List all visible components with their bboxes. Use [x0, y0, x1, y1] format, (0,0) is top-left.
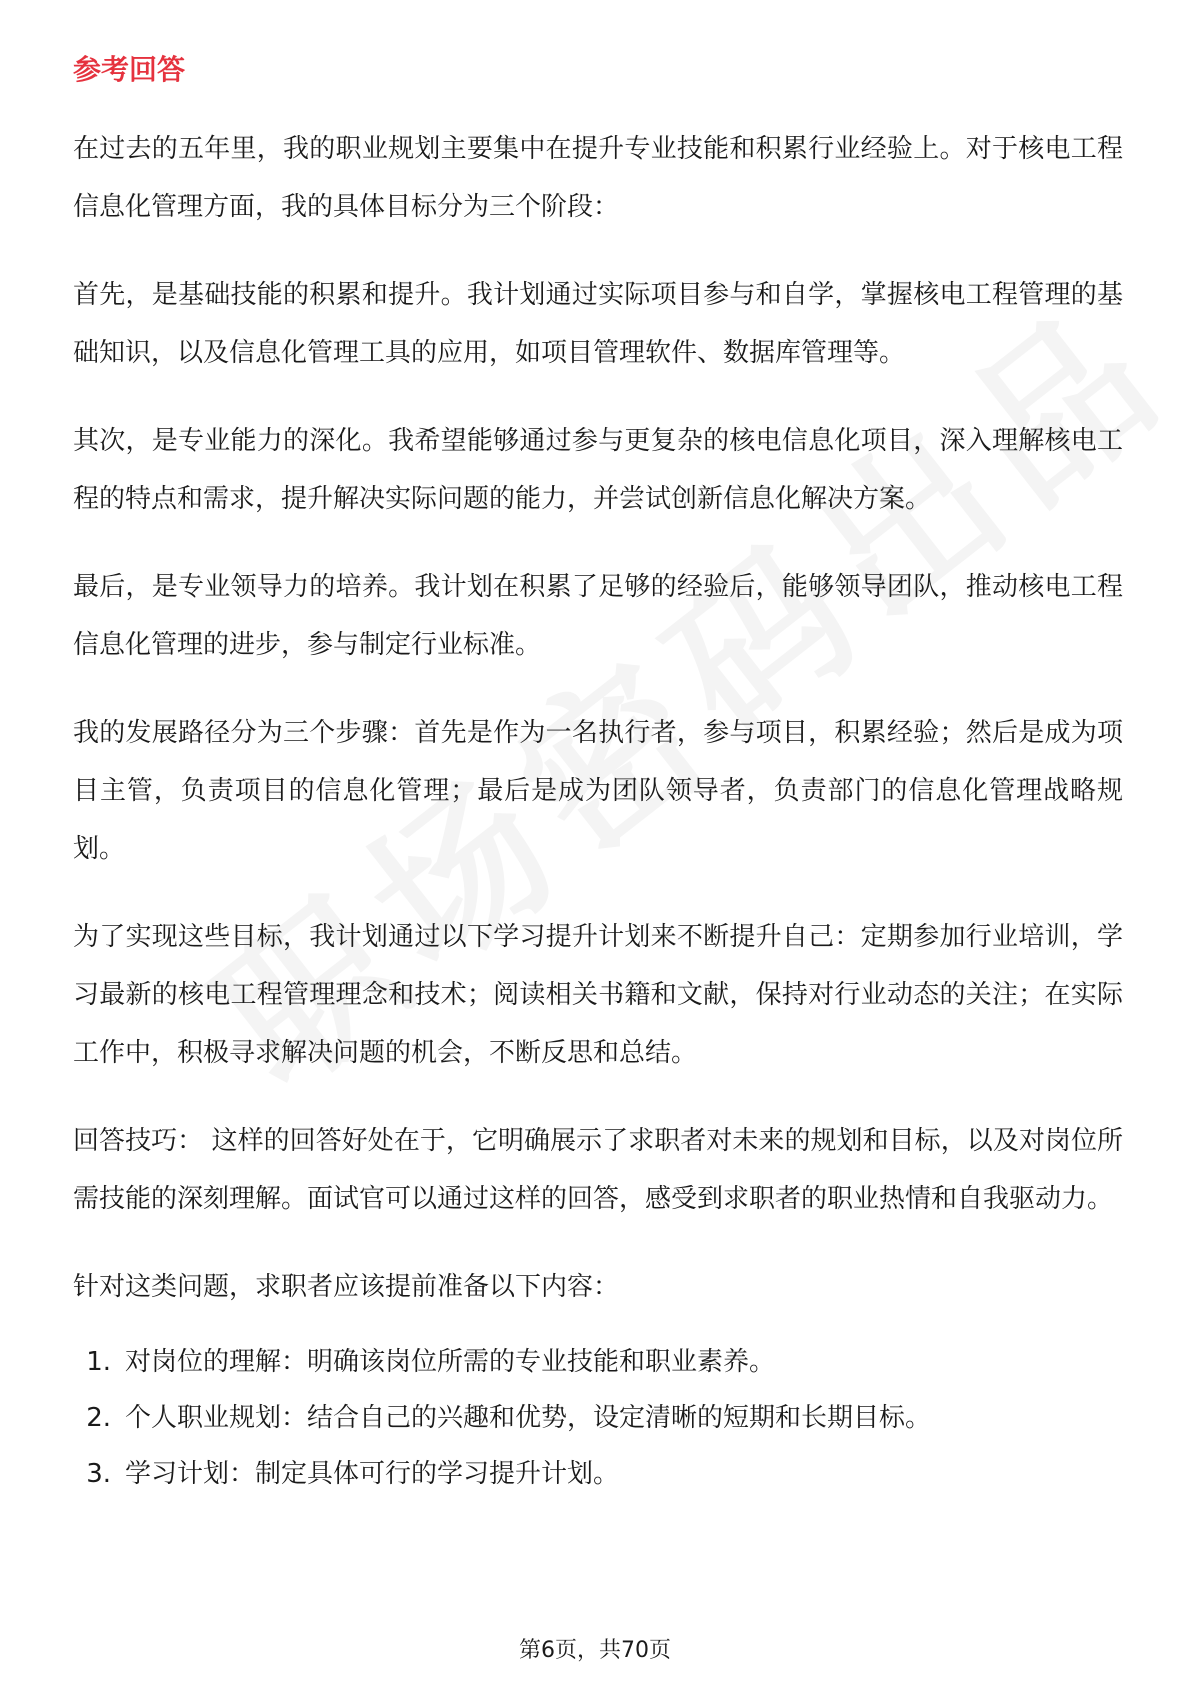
answer-content — [73, 120, 1123, 1502]
list-item — [73, 1446, 1123, 1502]
list-item — [73, 1334, 1123, 1390]
list-item-number: 1. — [86, 1347, 111, 1377]
preparation-list — [73, 1334, 1123, 1502]
paragraph: 我的发展路径分为三个步骤：首先是作为一名执行者，参与项目，积累经验；然后是成为项目主管，负责项目的信息化管理；最后是成为团队领导者，负责部门的信息化管理战略规划。 — [73, 718, 1123, 864]
paragraph: 最后，是专业领导力的培养。我计划在积累了足够的经验后，能够领导团队，推动核电工程信息化管理的进步，参与制定行业标准。 — [73, 572, 1123, 660]
paragraph: 其次，是专业能力的深化。我希望能够通过参与更复杂的核电信息化项目，深入理解核电工程的特点和需求，提升解决实际问题的能力，并尝试创新信息化解决方案。 — [73, 426, 1123, 514]
page-number-footer: 第6页，共70页 — [519, 1638, 671, 1663]
list-item-number: 3. — [86, 1459, 111, 1489]
list-item-text: 对岗位的理解：明确该岗位所需的专业技能和职业素养。 — [125, 1347, 776, 1377]
paragraph: 在过去的五年里，我的职业规划主要集中在提升专业技能和积累行业经验上。对于核电工程信息化管理方面，我的具体目标分为三个阶段： — [73, 134, 1123, 222]
paragraph: 首先，是基础技能的积累和提升。我计划通过实际项目参与和自学，掌握核电工程管理的基础知识，以及信息化管理工具的应用，如项目管理软件、数据库管理等。 — [73, 280, 1123, 368]
paragraph: 为了实现这些目标，我计划通过以下学习提升计划来不断提升自己：定期参加行业培训，学习最新的核电工程管理理念和技术；阅读相关书籍和文献，保持对行业动态的关注；在实际工作中，积极寻求解决问题的机会，不断反思和总结。 — [73, 922, 1123, 1068]
list-item-text: 学习计划：制定具体可行的学习提升计划。 — [125, 1459, 620, 1489]
section-title: 参考回答 — [73, 53, 186, 86]
list-item-number: 2. — [86, 1403, 111, 1433]
paragraph: 针对这类问题，求职者应该提前准备以下内容： — [73, 1272, 620, 1302]
answer-tips-paragraph: 回答技巧： 这样的回答好处在于，它明确展示了求职者对未来的规划和目标，以及对岗位所需技能的深刻理解。面试官可以通过这样的回答，感受到求职者的职业热情和自我驱动力。 — [73, 1126, 1123, 1214]
list-item-text: 个人职业规划：结合自己的兴趣和优势，设定清晰的短期和长期目标。 — [125, 1403, 932, 1433]
list-item — [73, 1390, 1123, 1446]
